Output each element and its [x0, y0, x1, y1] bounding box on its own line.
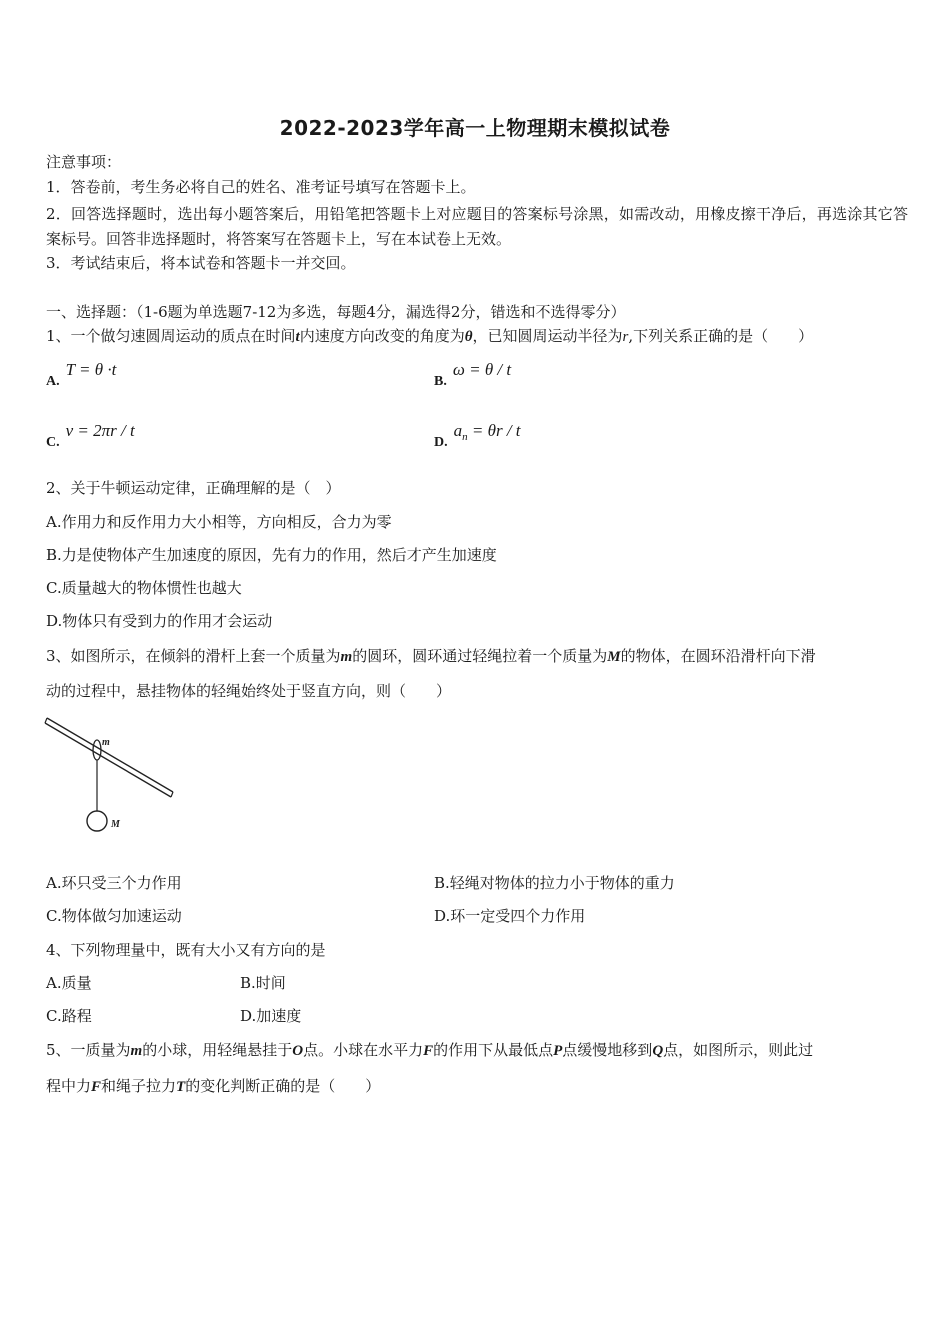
- q3-option-d[interactable]: D.环一定受四个力作用: [434, 907, 586, 925]
- option-letter: C.: [46, 435, 60, 450]
- q4-option-d[interactable]: D.加速度: [240, 1007, 302, 1025]
- q1-var-theta: θ: [464, 329, 473, 345]
- q5-stem-part: 程中力: [46, 1077, 92, 1095]
- q3-var-M: M: [607, 649, 621, 665]
- q4-option-c[interactable]: C.路程: [46, 1007, 92, 1025]
- note-item-3: 3．考试结束后，将本试卷和答题卡一并交回。: [46, 254, 356, 272]
- q1-stem-part: 内速度方向改变的角度为: [299, 327, 465, 345]
- q1-option-a[interactable]: [46, 360, 117, 392]
- q1-option-b[interactable]: [434, 360, 512, 392]
- q1-var-t: t: [295, 329, 300, 345]
- q5-var-T: T: [176, 1079, 186, 1095]
- formula-rest: = θr / t: [467, 421, 521, 440]
- formula-a: a: [453, 421, 463, 440]
- option-letter: D.: [434, 435, 448, 450]
- q5-stem-part: 点。小球在水平力: [303, 1041, 424, 1059]
- q2-option-a[interactable]: A.作用力和反作用力大小相等，方向相反，合力为零: [46, 513, 392, 531]
- q5-var-P: P: [553, 1043, 563, 1059]
- q1-stem-part: 1、一个做匀速圆周运动的质点在时间: [46, 327, 296, 345]
- question-2-stem: 2、关于牛顿运动定律，正确理解的是（ ）: [46, 479, 341, 497]
- q4-option-b[interactable]: B.时间: [240, 974, 286, 992]
- question-1-stem: [46, 326, 813, 347]
- label-m: m: [102, 737, 110, 748]
- question-3-stem-line1: [46, 646, 816, 667]
- option-letter: B.: [434, 374, 447, 389]
- q3-stem-part: 的物体，在圆环沿滑杆向下滑: [620, 647, 816, 665]
- q3-option-b[interactable]: B.轻绳对物体的拉力小于物体的重力: [434, 874, 675, 892]
- notes-heading: 注意事项：: [46, 153, 122, 171]
- q5-var-m: m: [130, 1043, 143, 1059]
- q4-option-a[interactable]: A.质量: [46, 974, 92, 992]
- option-formula: v = 2πr / t: [65, 421, 135, 440]
- formula-subscript: n: [462, 431, 468, 443]
- sliding-rod: [45, 718, 173, 797]
- incline-rod-figure: [44, 712, 184, 842]
- option-formula: T = θ ·t: [65, 360, 117, 379]
- question-4-stem: 4、下列物理量中，既有大小又有方向的是: [46, 941, 326, 959]
- exam-title: 2022-2023学年高一上物理期末模拟试卷: [279, 116, 671, 140]
- q3-option-c[interactable]: C.物体做匀加速运动: [46, 907, 182, 925]
- q5-stem-part: 点缓慢地移到: [562, 1041, 653, 1059]
- ball-M: [87, 811, 107, 831]
- note-item-2: 2．回答选择题时，选出每小题答案后，用铅笔把答题卡上对应题目的答案标号涂黑，如需改动，用橡皮擦干净后，再选涂其它答案标号。回答非选择题时，将答案写在答题卡上，写在本试卷上无效。: [46, 205, 908, 248]
- q5-var-O: O: [292, 1043, 304, 1059]
- q5-stem-part: 的变化判断正确的是（ ）: [185, 1077, 381, 1095]
- section-header: 一、选择题：（1-6题为单选题7-12为多选，每题4分，漏选得2分，错选和不选得零分）: [46, 303, 626, 321]
- label-M: M: [111, 819, 120, 830]
- q5-var-F: F: [91, 1079, 102, 1095]
- q2-option-c[interactable]: C.质量越大的物体惯性也越大: [46, 579, 242, 597]
- q1-stem-part: ，已知圆周运动半径为: [472, 327, 623, 345]
- option-formula: ω = θ / t: [452, 360, 512, 379]
- q2-option-d[interactable]: D.物体只有受到力的作用才会运动: [46, 612, 273, 630]
- q5-var-F: F: [423, 1043, 434, 1059]
- q1-option-c[interactable]: [46, 421, 135, 453]
- option-formula: [453, 421, 521, 443]
- q5-stem-part: 的小球，用轻绳悬挂于: [142, 1041, 293, 1059]
- q5-stem-part: 的作用下从最低点: [433, 1041, 554, 1059]
- q3-var-m: m: [340, 649, 353, 665]
- q5-stem-part: 和绳子拉力: [101, 1077, 177, 1095]
- q5-stem-part: 点，如图所示，则此过: [663, 1041, 814, 1059]
- q3-option-a[interactable]: A.环只受三个力作用: [46, 874, 182, 892]
- q1-stem-part: ,下列关系正确的是（ ）: [628, 327, 814, 345]
- q1-var-r: r: [622, 329, 629, 345]
- q3-stem-part: 3、如图所示，在倾斜的滑杆上套一个质量为: [46, 647, 341, 665]
- q3-figure: [44, 712, 184, 846]
- q5-var-Q: Q: [652, 1043, 664, 1059]
- note-item-1: 1．答卷前，考生务必将自己的姓名、准考证号填写在答题卡上。: [46, 178, 476, 196]
- question-5-stem-line2: [46, 1076, 380, 1097]
- q2-option-b[interactable]: B.力是使物体产生加速度的原因，先有力的作用，然后才产生加速度: [46, 546, 497, 564]
- ring-m: [93, 740, 101, 760]
- q3-stem-part: 的圆环，圆环通过轻绳拉着一个质量为: [352, 647, 608, 665]
- option-letter: A.: [46, 374, 60, 389]
- q5-stem-part: 5、一质量为: [46, 1041, 131, 1059]
- question-3-stem-line2: 动的过程中，悬挂物体的轻绳始终处于竖直方向，则（ ）: [46, 682, 452, 700]
- question-5-stem-line1: [46, 1040, 813, 1061]
